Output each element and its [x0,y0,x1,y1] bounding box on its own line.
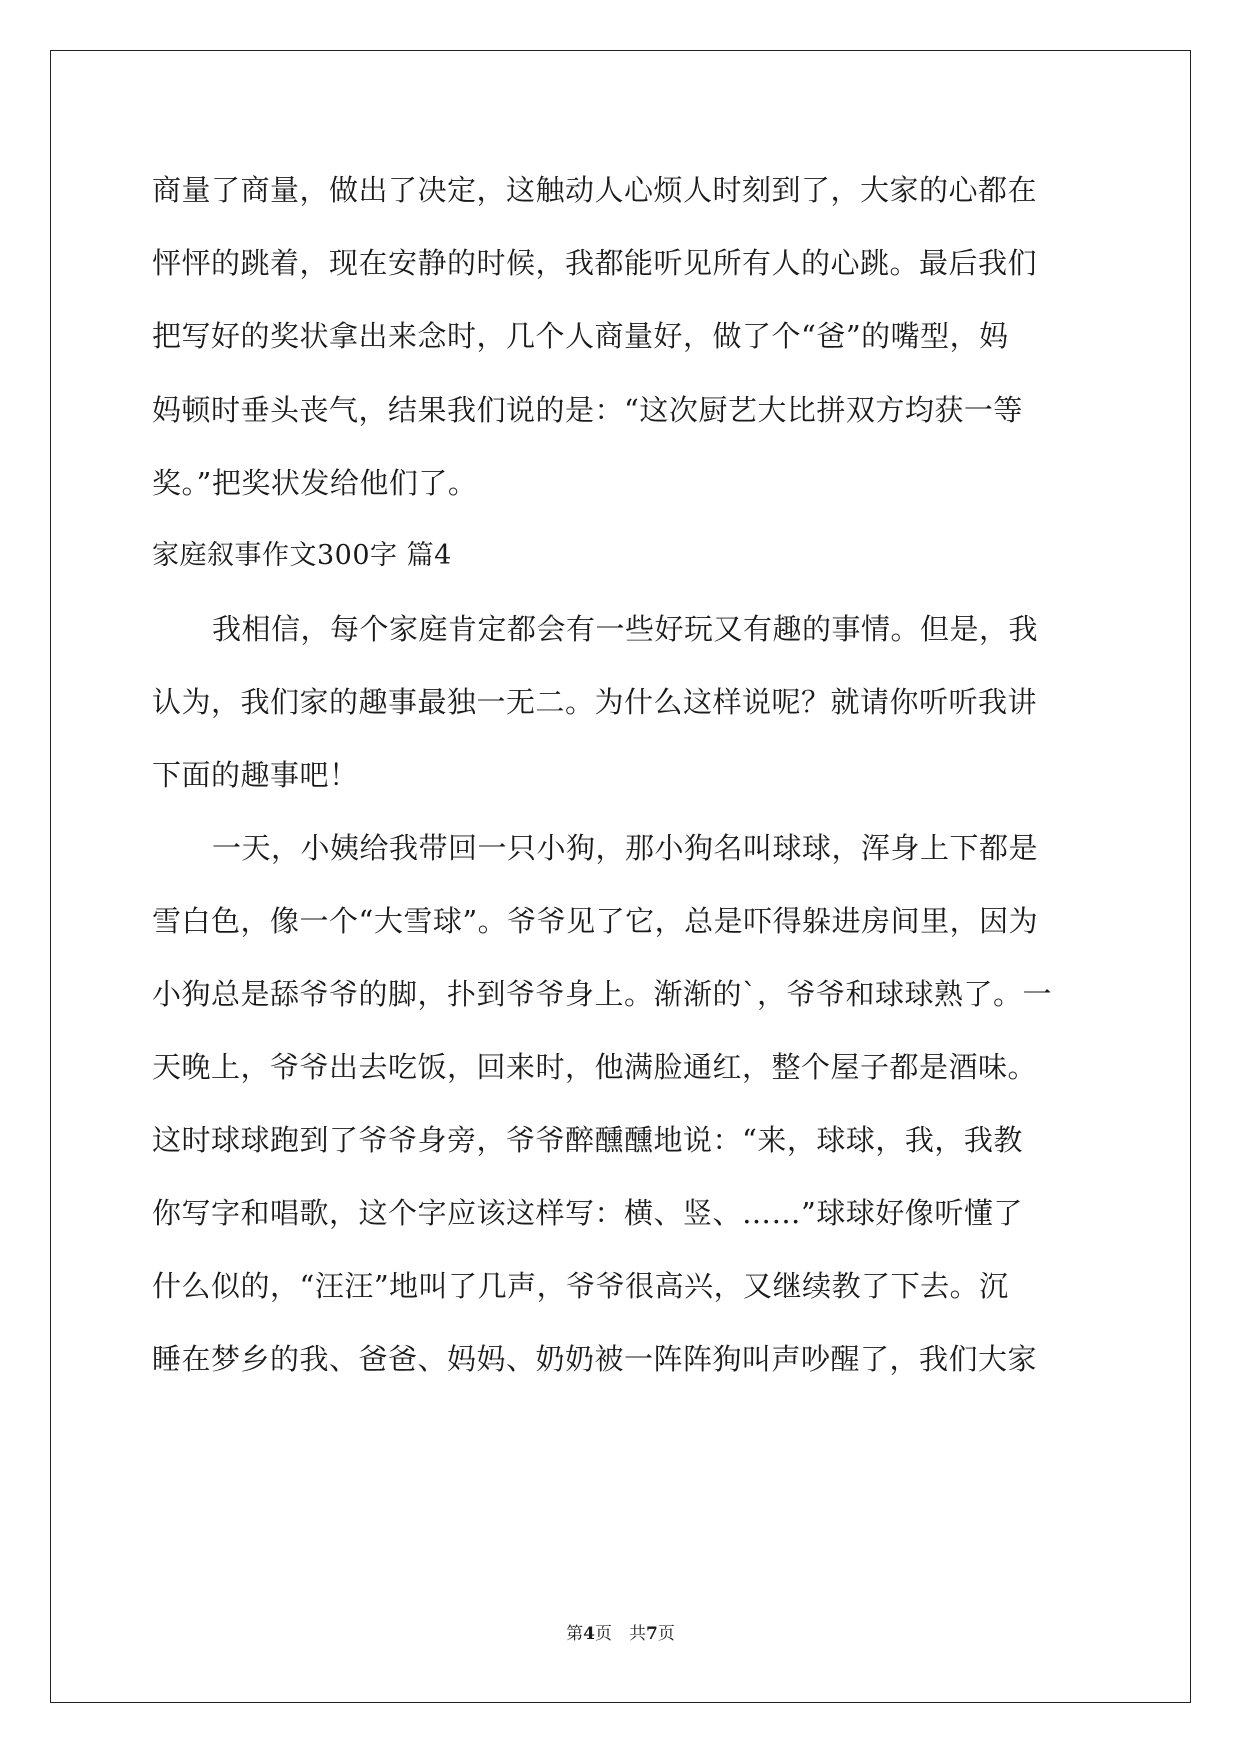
text-line: 小狗总是舔爷爷的脚，扑到爷爷身上。渐渐的`，爷爷和球球熟了。一 [152,977,1053,1011]
text-line: 下面的趣事吧！ [152,758,359,792]
total-page-number: 7 [646,1624,658,1644]
text-line: 这时球球跑到了爷爷身旁，爷爷醉醺醺地说：“来，球球，我，我教 [152,1123,1023,1157]
text-line: 天晚上，爷爷出去吃饭，回来时，他满脸通红，整个屋子都是酒味。 [152,1050,1038,1084]
text-line: 睡在梦乡的我、爸爸、妈妈、奶奶被一阵阵狗叫声吵醒了，我们大家 [152,1342,1038,1376]
text-line: 一天，小姨给我带回一只小狗，那小狗名叫球球，浑身上下都是 [212,831,1039,865]
page-prefix: 第 [566,1624,584,1644]
text-line: 什么似的，“汪汪”地叫了几声，爷爷很高兴，又继续教了下去。沉 [152,1269,1009,1303]
text-line: 我相信，每个家庭肯定都会有一些好玩又有趣的事情。但是，我 [212,612,1039,646]
text-line: 商量了商量，做出了决定，这触动人心烦人时刻到了，大家的心都在 [152,173,1038,207]
text-line: 怦怦的跳着，现在安静的时候，我都能听见所有人的心跳。最后我们 [152,246,1038,280]
page-number-footer [0,1622,1241,1646]
text-line: 奖。”把奖状发给他们了。 [152,466,478,500]
section-heading: 家庭叙事作文300字 篇4 [152,540,452,571]
page-border [50,50,1191,1703]
text-line: 把写好的奖状拿出来念时，几个人商量好，做了个“爸”的嘴型，妈 [152,319,1009,353]
text-line: 妈顿时垂头丧气，结果我们说的是：“这次厨艺大比拼双方均获一等 [152,393,1023,427]
text-line: 雪白色，像一个“大雪球”。爷爷见了它，总是吓得躲进房间里，因为 [152,904,1039,938]
page-suffix: 页 [657,1624,675,1644]
current-page-number: 4 [583,1624,595,1644]
text-line: 你写字和唱歌，这个字应该这样写：横、竖、……”球球好像听懂了 [152,1196,1023,1230]
page-mid: 页 共 [595,1624,646,1644]
text-line: 认为，我们家的趣事最独一无二。为什么这样说呢？就请你听听我讲 [152,685,1038,719]
